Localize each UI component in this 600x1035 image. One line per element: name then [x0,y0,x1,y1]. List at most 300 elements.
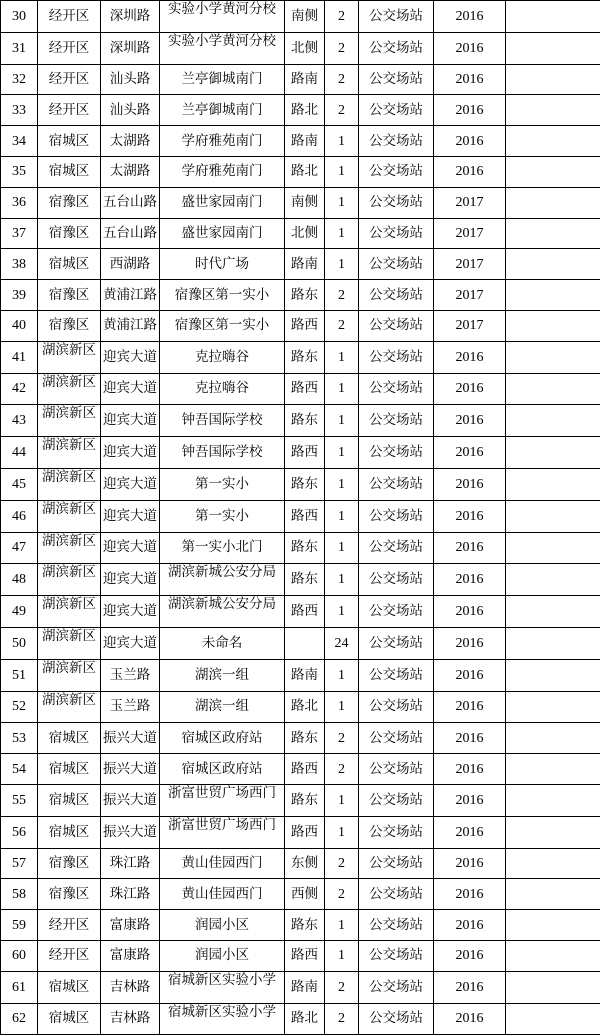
stop-name-cell: 时代广场 [160,249,285,280]
year-cell: 2017 [434,249,506,280]
stop-name-cell: 克拉嗨谷 [160,373,285,405]
table-row [1,691,600,723]
stop-name-cell: 浙富世贸广场西门 [160,784,285,816]
year-cell: 2017 [434,187,506,218]
road-cell: 汕头路 [101,95,160,126]
road-cell: 迎宾大道 [101,437,160,469]
note-cell [506,659,600,691]
district-cell: 宿城区 [38,784,101,816]
count-cell: 1 [325,691,359,723]
side-cell: 路南 [285,659,325,691]
year-cell: 2016 [434,532,506,564]
stop-name-cell: 润园小区 [160,910,285,941]
district-cell: 经开区 [38,910,101,941]
side-cell: 路北 [285,95,325,126]
stop-name-cell: 兰亭御城南门 [160,64,285,95]
note-cell [506,691,600,723]
type-cell: 公交场站 [359,784,434,816]
stop-name-cell: 盛世家园南门 [160,218,285,249]
count-cell: 1 [325,784,359,816]
road-cell: 西湖路 [101,249,160,280]
count-cell: 2 [325,280,359,311]
district-cell: 宿城区 [38,249,101,280]
row-number-cell: 32 [1,64,38,95]
row-number-cell: 60 [1,940,38,971]
side-cell: 路南 [285,64,325,95]
year-cell: 2016 [434,910,506,941]
year-cell: 2016 [434,723,506,754]
count-cell: 1 [325,405,359,437]
note-cell [506,32,600,64]
count-cell: 1 [325,373,359,405]
note-cell [506,126,600,157]
road-cell: 太湖路 [101,126,160,157]
type-cell: 公交场站 [359,848,434,879]
table-row [1,1,600,33]
side-cell: 路西 [285,373,325,405]
stop-name-cell: 宿城新区实验小学 [160,971,285,1003]
note-cell [506,532,600,564]
row-number-cell: 55 [1,784,38,816]
road-cell: 振兴大道 [101,723,160,754]
year-cell: 2016 [434,156,506,187]
type-cell: 公交场站 [359,310,434,341]
district-cell: 宿城区 [38,754,101,785]
row-number-cell: 30 [1,1,38,33]
district-cell: 宿豫区 [38,218,101,249]
row-number-cell: 31 [1,32,38,64]
table-row [1,532,600,564]
row-number-cell: 54 [1,754,38,785]
road-cell: 迎宾大道 [101,564,160,596]
road-cell: 迎宾大道 [101,596,160,628]
district-cell: 湖滨新区 [38,627,101,659]
note-cell [506,1,600,33]
type-cell: 公交场站 [359,879,434,910]
district-cell: 宿城区 [38,1003,101,1035]
year-cell: 2017 [434,218,506,249]
note-cell [506,784,600,816]
side-cell: 路西 [285,310,325,341]
road-cell: 振兴大道 [101,784,160,816]
district-cell: 湖滨新区 [38,437,101,469]
row-number-cell: 52 [1,691,38,723]
road-cell: 玉兰路 [101,691,160,723]
type-cell: 公交场站 [359,126,434,157]
side-cell: 北侧 [285,218,325,249]
district-cell: 宿豫区 [38,280,101,311]
stop-name-cell: 宿城新区实验小学 [160,1003,285,1035]
road-cell: 五台山路 [101,218,160,249]
table-row [1,500,600,532]
road-cell: 汕头路 [101,64,160,95]
side-cell: 路西 [285,754,325,785]
year-cell: 2016 [434,1,506,33]
table-row [1,187,600,218]
count-cell: 2 [325,95,359,126]
note-cell [506,405,600,437]
type-cell: 公交场站 [359,218,434,249]
type-cell: 公交场站 [359,627,434,659]
side-cell: 路东 [285,280,325,311]
note-cell [506,627,600,659]
side-cell: 路南 [285,971,325,1003]
row-number-cell: 42 [1,373,38,405]
table-row [1,95,600,126]
row-number-cell: 46 [1,500,38,532]
road-cell: 振兴大道 [101,754,160,785]
year-cell: 2016 [434,126,506,157]
district-cell: 宿豫区 [38,879,101,910]
type-cell: 公交场站 [359,1003,434,1035]
district-cell: 湖滨新区 [38,564,101,596]
count-cell: 1 [325,816,359,848]
side-cell: 南侧 [285,1,325,33]
note-cell [506,468,600,500]
table-row [1,723,600,754]
stop-name-cell: 湖滨新城公安分局 [160,596,285,628]
count-cell: 2 [325,754,359,785]
side-cell: 西侧 [285,879,325,910]
count-cell: 1 [325,187,359,218]
table-row [1,156,600,187]
year-cell: 2016 [434,754,506,785]
road-cell: 五台山路 [101,187,160,218]
table-row [1,879,600,910]
year-cell: 2016 [434,971,506,1003]
stop-name-cell: 学府雅苑南门 [160,156,285,187]
side-cell: 路东 [285,723,325,754]
count-cell: 1 [325,218,359,249]
row-number-cell: 59 [1,910,38,941]
stop-name-cell: 兰亭御城南门 [160,95,285,126]
count-cell: 2 [325,32,359,64]
table-row [1,627,600,659]
year-cell: 2016 [434,32,506,64]
year-cell: 2016 [434,848,506,879]
side-cell: 路南 [285,249,325,280]
note-cell [506,940,600,971]
table-row [1,910,600,941]
count-cell: 2 [325,723,359,754]
stop-name-cell: 湖滨新城公安分局 [160,564,285,596]
row-number-cell: 56 [1,816,38,848]
type-cell: 公交场站 [359,95,434,126]
district-cell: 湖滨新区 [38,691,101,723]
road-cell: 吉林路 [101,971,160,1003]
stop-name-cell: 第一实小 [160,500,285,532]
note-cell [506,373,600,405]
note-cell [506,156,600,187]
stop-name-cell: 宿城区政府站 [160,754,285,785]
district-cell: 宿城区 [38,156,101,187]
side-cell: 路西 [285,940,325,971]
district-cell: 湖滨新区 [38,468,101,500]
row-number-cell: 41 [1,341,38,373]
district-cell: 经开区 [38,95,101,126]
side-cell: 南侧 [285,187,325,218]
stop-name-cell: 钟吾国际学校 [160,437,285,469]
side-cell [285,627,325,659]
road-cell: 迎宾大道 [101,532,160,564]
count-cell: 24 [325,627,359,659]
year-cell: 2016 [434,64,506,95]
type-cell: 公交场站 [359,910,434,941]
stop-name-cell: 湖滨一组 [160,659,285,691]
row-number-cell: 44 [1,437,38,469]
type-cell: 公交场站 [359,754,434,785]
table-row [1,405,600,437]
type-cell: 公交场站 [359,816,434,848]
stop-name-cell: 第一实小北门 [160,532,285,564]
count-cell: 1 [325,659,359,691]
road-cell: 黄浦江路 [101,310,160,341]
type-cell: 公交场站 [359,249,434,280]
district-cell: 经开区 [38,1,101,33]
type-cell: 公交场站 [359,940,434,971]
road-cell: 富康路 [101,910,160,941]
side-cell: 路北 [285,691,325,723]
note-cell [506,95,600,126]
row-number-cell: 37 [1,218,38,249]
count-cell: 2 [325,971,359,1003]
side-cell: 路西 [285,500,325,532]
side-cell: 东侧 [285,848,325,879]
side-cell: 路东 [285,468,325,500]
stop-name-cell: 学府雅苑南门 [160,126,285,157]
note-cell [506,910,600,941]
row-number-cell: 48 [1,564,38,596]
side-cell: 路东 [285,564,325,596]
table-row [1,940,600,971]
table-row [1,64,600,95]
note-cell [506,249,600,280]
road-cell: 迎宾大道 [101,500,160,532]
table-row [1,816,600,848]
district-cell: 湖滨新区 [38,405,101,437]
year-cell: 2016 [434,405,506,437]
road-cell: 珠江路 [101,879,160,910]
stop-name-cell: 钟吾国际学校 [160,405,285,437]
type-cell: 公交场站 [359,564,434,596]
row-number-cell: 36 [1,187,38,218]
count-cell: 1 [325,126,359,157]
count-cell: 1 [325,940,359,971]
type-cell: 公交场站 [359,691,434,723]
row-number-cell: 50 [1,627,38,659]
count-cell: 1 [325,437,359,469]
year-cell: 2017 [434,280,506,311]
type-cell: 公交场站 [359,341,434,373]
note-cell [506,1003,600,1035]
type-cell: 公交场站 [359,64,434,95]
row-number-cell: 45 [1,468,38,500]
note-cell [506,971,600,1003]
road-cell: 太湖路 [101,156,160,187]
note-cell [506,879,600,910]
year-cell: 2016 [434,95,506,126]
note-cell [506,564,600,596]
road-cell: 玉兰路 [101,659,160,691]
district-cell: 经开区 [38,64,101,95]
road-cell: 迎宾大道 [101,405,160,437]
table-row [1,218,600,249]
stop-name-cell: 未命名 [160,627,285,659]
type-cell: 公交场站 [359,187,434,218]
year-cell: 2016 [434,784,506,816]
note-cell [506,310,600,341]
stop-name-cell: 浙富世贸广场西门 [160,816,285,848]
type-cell: 公交场站 [359,32,434,64]
table-row [1,437,600,469]
row-number-cell: 47 [1,532,38,564]
district-cell: 湖滨新区 [38,532,101,564]
count-cell: 1 [325,500,359,532]
year-cell: 2016 [434,816,506,848]
type-cell: 公交场站 [359,532,434,564]
year-cell: 2016 [434,373,506,405]
stop-name-cell: 盛世家园南门 [160,187,285,218]
table-row [1,848,600,879]
note-cell [506,218,600,249]
table-row [1,659,600,691]
table-row [1,280,600,311]
note-cell [506,64,600,95]
year-cell: 2016 [434,627,506,659]
district-cell: 宿豫区 [38,848,101,879]
year-cell: 2016 [434,468,506,500]
road-cell: 迎宾大道 [101,627,160,659]
count-cell: 1 [325,341,359,373]
count-cell: 1 [325,532,359,564]
year-cell: 2016 [434,341,506,373]
side-cell: 路东 [285,532,325,564]
count-cell: 2 [325,879,359,910]
note-cell [506,816,600,848]
table-row [1,784,600,816]
side-cell: 路东 [285,341,325,373]
row-number-cell: 43 [1,405,38,437]
stop-name-cell: 润园小区 [160,940,285,971]
count-cell: 1 [325,596,359,628]
table-row [1,32,600,64]
table-row [1,971,600,1003]
road-cell: 珠江路 [101,848,160,879]
row-number-cell: 33 [1,95,38,126]
road-cell: 富康路 [101,940,160,971]
row-number-cell: 61 [1,971,38,1003]
district-cell: 宿城区 [38,816,101,848]
count-cell: 1 [325,910,359,941]
note-cell [506,754,600,785]
type-cell: 公交场站 [359,373,434,405]
row-number-cell: 35 [1,156,38,187]
row-number-cell: 49 [1,596,38,628]
stop-name-cell: 克拉嗨谷 [160,341,285,373]
count-cell: 1 [325,156,359,187]
side-cell: 路西 [285,596,325,628]
table-row [1,373,600,405]
side-cell: 路西 [285,437,325,469]
row-number-cell: 39 [1,280,38,311]
side-cell: 北侧 [285,32,325,64]
year-cell: 2016 [434,691,506,723]
district-cell: 湖滨新区 [38,500,101,532]
road-cell: 深圳路 [101,32,160,64]
count-cell: 2 [325,64,359,95]
road-cell: 迎宾大道 [101,468,160,500]
note-cell [506,723,600,754]
note-cell [506,500,600,532]
count-cell: 2 [325,1003,359,1035]
stop-name-cell: 宿豫区第一实小 [160,280,285,311]
type-cell: 公交场站 [359,500,434,532]
year-cell: 2016 [434,940,506,971]
type-cell: 公交场站 [359,1,434,33]
road-cell: 黄浦江路 [101,280,160,311]
district-cell: 湖滨新区 [38,659,101,691]
side-cell: 路北 [285,156,325,187]
year-cell: 2016 [434,500,506,532]
road-cell: 吉林路 [101,1003,160,1035]
stop-name-cell: 黄山佳园西门 [160,848,285,879]
row-number-cell: 40 [1,310,38,341]
table-row [1,564,600,596]
count-cell: 2 [325,310,359,341]
note-cell [506,280,600,311]
type-cell: 公交场站 [359,723,434,754]
district-cell: 湖滨新区 [38,341,101,373]
row-number-cell: 58 [1,879,38,910]
stop-name-cell: 实验小学黄河分校 [160,1,285,33]
side-cell: 路东 [285,784,325,816]
district-cell: 宿豫区 [38,310,101,341]
table-row [1,468,600,500]
stop-name-cell: 宿城区政府站 [160,723,285,754]
table-row [1,754,600,785]
stop-name-cell: 黄山佳园西门 [160,879,285,910]
district-cell: 经开区 [38,32,101,64]
stop-name-cell: 湖滨一组 [160,691,285,723]
stop-name-cell: 第一实小 [160,468,285,500]
count-cell: 2 [325,1,359,33]
type-cell: 公交场站 [359,437,434,469]
note-cell [506,848,600,879]
count-cell: 1 [325,564,359,596]
district-cell: 经开区 [38,940,101,971]
year-cell: 2016 [434,659,506,691]
row-number-cell: 57 [1,848,38,879]
type-cell: 公交场站 [359,596,434,628]
note-cell [506,596,600,628]
type-cell: 公交场站 [359,405,434,437]
type-cell: 公交场站 [359,468,434,500]
table-row [1,596,600,628]
district-cell: 宿城区 [38,126,101,157]
stop-name-cell: 宿豫区第一实小 [160,310,285,341]
table-row [1,249,600,280]
road-cell: 迎宾大道 [101,341,160,373]
row-number-cell: 38 [1,249,38,280]
district-cell: 湖滨新区 [38,373,101,405]
row-number-cell: 34 [1,126,38,157]
year-cell: 2016 [434,564,506,596]
count-cell: 2 [325,848,359,879]
type-cell: 公交场站 [359,971,434,1003]
year-cell: 2016 [434,1003,506,1035]
side-cell: 路南 [285,126,325,157]
road-cell: 振兴大道 [101,816,160,848]
